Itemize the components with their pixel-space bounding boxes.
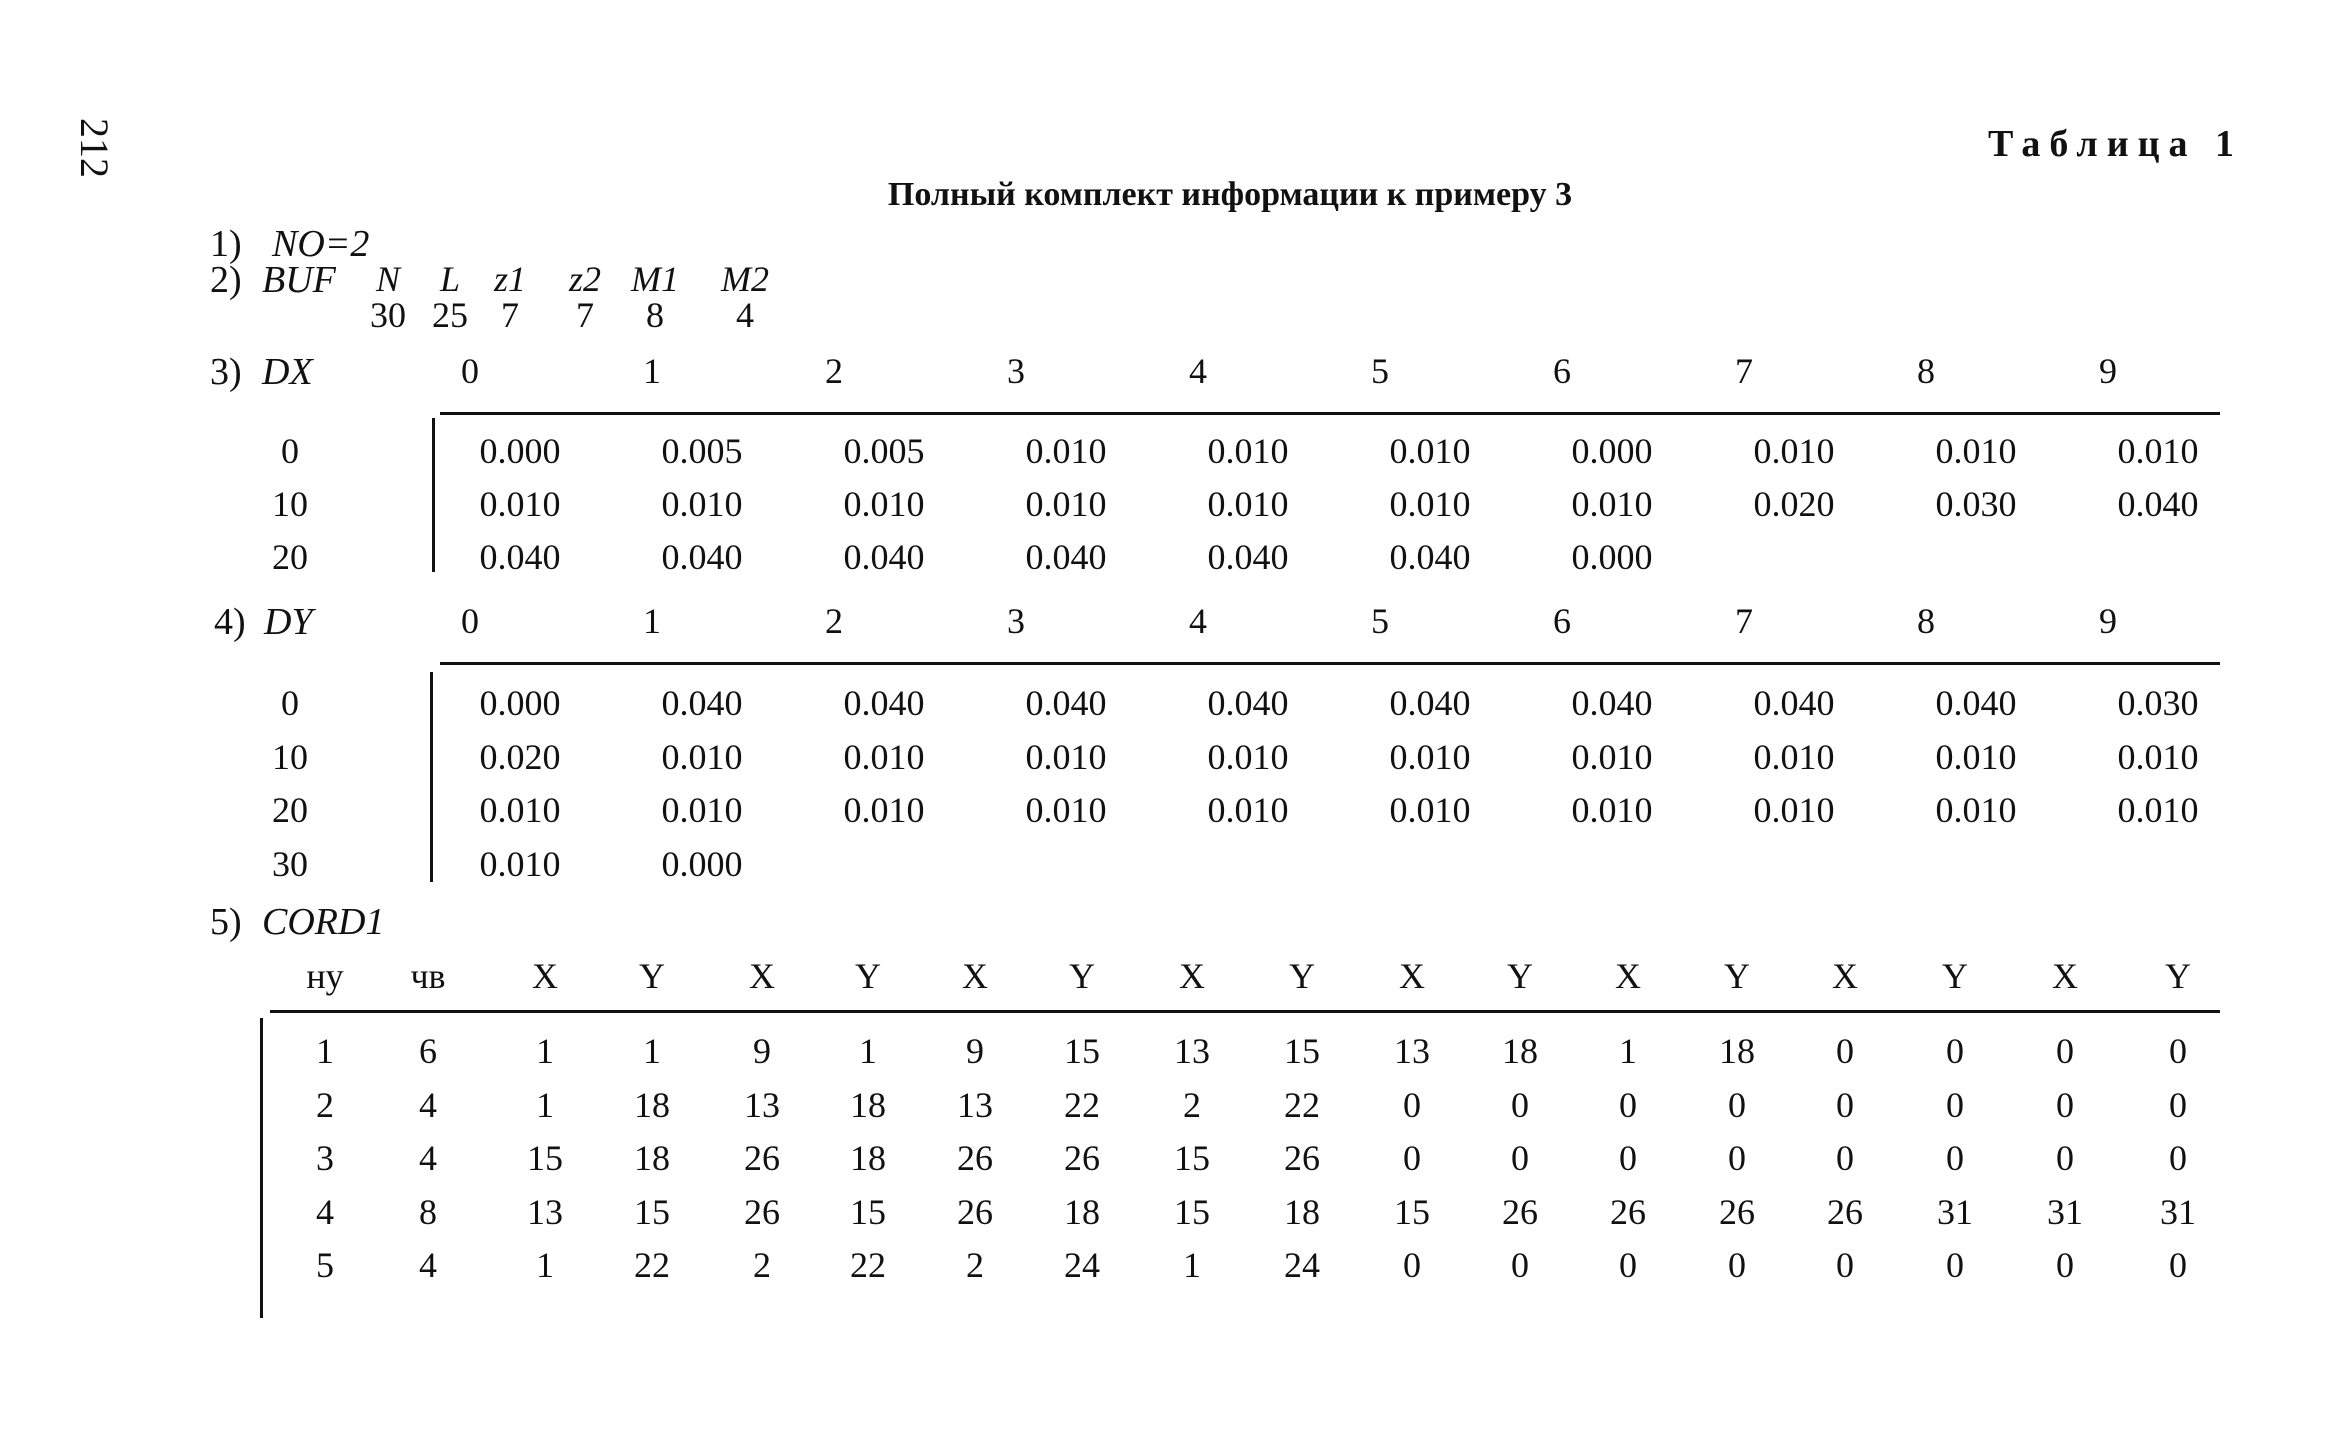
dx-cell: 0.010 <box>479 484 561 524</box>
dy-col-header-3: 3 <box>1007 601 1025 641</box>
dx-col-header-3: 3 <box>1007 351 1025 391</box>
cord-cell: 26 <box>957 1138 993 1178</box>
cord-cell: 15 <box>1174 1138 1210 1178</box>
cord-cell: 0 <box>1728 1245 1746 1285</box>
section-5-label: CORD1 <box>262 901 385 943</box>
cord-cell: 1 <box>643 1031 661 1071</box>
cord-cell: 1 <box>536 1245 554 1285</box>
section-1-number: 1) <box>210 223 242 265</box>
dx-cell: 0.000 <box>1571 537 1653 577</box>
cord-cell: 0 <box>1403 1138 1421 1178</box>
cord-cell: 0 <box>1836 1138 1854 1178</box>
cord-col-header-1: чв <box>410 956 446 996</box>
dx-cell: 0.040 <box>661 537 743 577</box>
cord-cell: 0 <box>1403 1245 1421 1285</box>
section-2-label: BUF <box>262 259 336 301</box>
cord-cell: 18 <box>850 1084 886 1125</box>
cord-cell: 0 <box>1619 1245 1637 1285</box>
cord-cell: 2 <box>966 1245 984 1285</box>
dy-header-rule <box>440 662 2220 665</box>
buf-value-4: 8 <box>646 295 664 335</box>
dx-row-label-2: 20 <box>272 537 308 577</box>
dy-cell: 0.040 <box>1207 683 1289 723</box>
buf-value-5: 4 <box>736 295 754 335</box>
dy-cell: 0.010 <box>1935 790 2017 830</box>
cord-cell: 6 <box>419 1031 437 1071</box>
cord-cell: 13 <box>527 1191 563 1232</box>
section-2-number: 2) <box>210 259 242 301</box>
dy-cell: 0.010 <box>2117 790 2199 830</box>
cord-cell: 22 <box>1064 1084 1100 1125</box>
dy-cell: 0.010 <box>1389 790 1471 830</box>
buf-header-4: M1 <box>631 259 679 299</box>
cord-cell: 1 <box>536 1084 554 1125</box>
cord-cell: 13 <box>744 1084 780 1125</box>
cord-cell: 4 <box>419 1245 437 1285</box>
dy-cell: 0.010 <box>1389 736 1471 777</box>
cord-cell: 15 <box>634 1191 670 1232</box>
cord-cell: 18 <box>634 1138 670 1178</box>
dx-col-header-0: 0 <box>461 351 479 391</box>
cord-col-header-3: Y <box>639 956 665 996</box>
cord-cell: 15 <box>1174 1191 1210 1232</box>
cord-cell: 0 <box>1946 1245 1964 1285</box>
cord-cell: 2 <box>1183 1084 1201 1125</box>
dx-cell: 0.010 <box>1389 484 1471 524</box>
cord-cell: 0 <box>2169 1084 2187 1125</box>
cord-cell: 26 <box>1284 1138 1320 1178</box>
cord-cell: 26 <box>1610 1191 1646 1232</box>
dx-cell: 0.010 <box>661 484 743 524</box>
dy-cell: 0.010 <box>1753 736 1835 777</box>
table-title: Таблица 1 <box>1987 123 2243 165</box>
dy-cell: 0.040 <box>1025 683 1107 723</box>
cord-col-header-6: X <box>962 956 988 996</box>
cord-cell: 13 <box>1174 1031 1210 1071</box>
section-3-number: 3) <box>210 351 242 393</box>
dy-cell: 0.010 <box>661 736 743 777</box>
cord-col-header-13: Y <box>1724 956 1750 996</box>
cord-cell: 13 <box>1394 1031 1430 1071</box>
dx-cell: 0.040 <box>1025 537 1107 577</box>
cord-col-header-4: X <box>749 956 775 996</box>
cord-cell: 0 <box>1728 1084 1746 1125</box>
cord-cell: 18 <box>1502 1031 1538 1071</box>
dx-cell: 0.010 <box>843 484 925 524</box>
cord-cell: 15 <box>850 1191 886 1232</box>
dy-row-label-2: 20 <box>272 790 308 830</box>
dx-row-label-1: 10 <box>272 484 308 524</box>
dy-col-header-9: 9 <box>2099 601 2117 641</box>
dx-cell: 0.040 <box>843 537 925 577</box>
cord-col-header-9: Y <box>1289 956 1315 996</box>
cord-cell: 18 <box>634 1084 670 1125</box>
dy-cell: 0.010 <box>1025 736 1107 777</box>
dy-cell: 0.010 <box>1753 790 1835 830</box>
dx-cell: 0.010 <box>1025 431 1107 471</box>
cord-cell: 0 <box>1619 1084 1637 1125</box>
dy-col-header-7: 7 <box>1735 601 1753 641</box>
dy-cell: 0.000 <box>661 843 743 884</box>
section-1-label: NO=2 <box>272 223 370 265</box>
cord-col-header-10: X <box>1399 956 1425 996</box>
cord-cell: 31 <box>2160 1191 2196 1232</box>
cord-col-header-0: ну <box>306 956 344 996</box>
cord-cell: 18 <box>1719 1031 1755 1071</box>
dx-cell: 0.010 <box>2117 431 2199 471</box>
dx-col-header-4: 4 <box>1189 351 1207 391</box>
dy-cell: 0.010 <box>843 790 925 830</box>
page-number: 212 <box>72 118 117 178</box>
dy-cell: 0.010 <box>479 790 561 830</box>
section-4-number: 4) <box>214 601 246 643</box>
dx-cell: 0.030 <box>1935 484 2017 524</box>
cord-cell: 15 <box>1284 1031 1320 1071</box>
dy-cell: 0.040 <box>843 683 925 723</box>
cord-cell: 0 <box>2169 1245 2187 1285</box>
dx-cell: 0.040 <box>1207 537 1289 577</box>
cord-cell: 13 <box>957 1084 993 1125</box>
buf-header-0: N <box>375 259 401 299</box>
cord-col-header-8: X <box>1179 956 1205 996</box>
cord-cell: 0 <box>1511 1245 1529 1285</box>
dy-cell: 0.020 <box>479 736 561 777</box>
dx-row-label-0: 0 <box>281 431 299 471</box>
cord-cell: 0 <box>1511 1138 1529 1178</box>
cord-cell: 1 <box>316 1031 334 1071</box>
dx-cell: 0.005 <box>843 431 925 471</box>
dy-row-label-3: 30 <box>272 843 308 884</box>
dx-cell: 0.010 <box>1025 484 1107 524</box>
dy-col-header-8: 8 <box>1917 601 1935 641</box>
dx-col-header-5: 5 <box>1371 351 1389 391</box>
dy-cell: 0.040 <box>1571 683 1653 723</box>
dx-cell: 0.040 <box>2117 484 2199 524</box>
dy-row-label-1: 10 <box>272 736 308 777</box>
dy-cell: 0.000 <box>479 683 561 723</box>
dx-col-header-1: 1 <box>643 351 661 391</box>
cord-cell: 0 <box>2169 1031 2187 1071</box>
buf-header-5: M2 <box>721 259 769 299</box>
cord-cell: 5 <box>316 1245 334 1285</box>
cord-cell: 9 <box>966 1031 984 1071</box>
cord-cell: 1 <box>536 1031 554 1071</box>
cord-col-header-16: X <box>2052 956 2078 996</box>
section-4-label: DY <box>264 601 313 643</box>
cord-cell: 2 <box>753 1245 771 1285</box>
cord-cell: 4 <box>419 1084 437 1125</box>
dy-cell: 0.040 <box>661 683 743 723</box>
cord-cell: 4 <box>316 1191 334 1232</box>
cord-cell: 31 <box>2047 1191 2083 1232</box>
cord-cell: 0 <box>1836 1084 1854 1125</box>
dx-cell: 0.000 <box>1571 431 1653 471</box>
cord-cell: 9 <box>753 1031 771 1071</box>
dy-cell: 0.010 <box>2117 736 2199 777</box>
cord-col-header-7: Y <box>1069 956 1095 996</box>
section-3-label: DX <box>262 351 313 393</box>
dx-col-header-8: 8 <box>1917 351 1935 391</box>
dx-cell: 0.010 <box>1935 431 2017 471</box>
cord-cell: 8 <box>419 1191 437 1232</box>
dy-cell: 0.040 <box>1753 683 1835 723</box>
buf-value-1: 25 <box>432 295 468 335</box>
cord-cell: 0 <box>1728 1138 1746 1178</box>
dx-col-header-7: 7 <box>1735 351 1753 391</box>
cord-cell: 18 <box>850 1138 886 1178</box>
cord-cell: 1 <box>1183 1245 1201 1285</box>
dy-cell: 0.010 <box>479 843 561 884</box>
dx-cell: 0.010 <box>1207 431 1289 471</box>
cord-col-header-5: Y <box>855 956 881 996</box>
cord-col-header-15: Y <box>1942 956 1968 996</box>
dx-cell: 0.000 <box>479 431 561 471</box>
dx-header-rule <box>440 412 2220 415</box>
cord-cell: 22 <box>850 1245 886 1285</box>
table-caption: Полный комплект информации к примеру 3 <box>887 176 1573 213</box>
cord-cell: 26 <box>1064 1138 1100 1178</box>
dx-col-header-9: 9 <box>2099 351 2117 391</box>
dy-cell: 0.010 <box>1571 790 1653 830</box>
cord-cell: 22 <box>1284 1084 1320 1125</box>
dy-cell: 0.010 <box>1571 736 1653 777</box>
cord-col-header-17: Y <box>2165 956 2191 996</box>
cord-cell: 26 <box>1827 1191 1863 1232</box>
dx-col-header-6: 6 <box>1553 351 1571 391</box>
cord-cell: 15 <box>527 1138 563 1178</box>
cord-cell: 0 <box>1511 1084 1529 1125</box>
cord-cell: 24 <box>1064 1245 1100 1285</box>
cord-cell: 26 <box>957 1191 993 1232</box>
cord-cell: 3 <box>316 1138 334 1178</box>
dy-col-header-1: 1 <box>643 601 661 641</box>
dx-row-rule <box>432 418 435 572</box>
cord-cell: 0 <box>2169 1138 2187 1178</box>
dy-cell: 0.010 <box>1935 736 2017 777</box>
dy-cell: 0.010 <box>661 790 743 830</box>
dx-cell: 0.010 <box>1389 431 1471 471</box>
dx-cell: 0.040 <box>479 537 561 577</box>
dy-cell: 0.010 <box>1025 790 1107 830</box>
dy-cell: 0.010 <box>843 736 925 777</box>
cord-cell: 26 <box>1502 1191 1538 1232</box>
cord-cell: 0 <box>1946 1031 1964 1071</box>
cord-col-header-14: X <box>1832 956 1858 996</box>
cord-cell: 18 <box>1064 1191 1100 1232</box>
dy-cell: 0.010 <box>1207 790 1289 830</box>
dy-cell: 0.040 <box>1389 683 1471 723</box>
dy-col-header-0: 0 <box>461 601 479 641</box>
dx-col-header-2: 2 <box>825 351 843 391</box>
cord-cell: 15 <box>1394 1191 1430 1232</box>
buf-header-3: z2 <box>568 259 602 299</box>
cord-cell: 0 <box>2056 1245 2074 1285</box>
cord-cell: 26 <box>744 1191 780 1232</box>
cord-cell: 0 <box>1946 1084 1964 1125</box>
dx-cell: 0.010 <box>1571 484 1653 524</box>
cord-cell: 0 <box>1836 1031 1854 1071</box>
cord-cell: 2 <box>316 1084 334 1125</box>
cord-cell: 26 <box>744 1138 780 1178</box>
dx-cell: 0.010 <box>1207 484 1289 524</box>
dy-col-header-4: 4 <box>1189 601 1207 641</box>
buf-value-0: 30 <box>370 295 406 335</box>
cord-col-header-2: X <box>532 956 558 996</box>
dy-cell: 0.010 <box>1207 736 1289 777</box>
cord-cell: 0 <box>1946 1138 1964 1178</box>
dx-cell: 0.020 <box>1753 484 1835 524</box>
cord-cell: 4 <box>419 1138 437 1178</box>
cord-cell: 0 <box>2056 1084 2074 1125</box>
cord-cell: 26 <box>1719 1191 1755 1232</box>
cord-header-rule <box>270 1010 2220 1013</box>
dx-cell: 0.040 <box>1389 537 1471 577</box>
buf-value-3: 7 <box>576 295 594 335</box>
cord-col-header-11: Y <box>1507 956 1533 996</box>
cord-cell: 18 <box>1284 1191 1320 1232</box>
cord-cell: 22 <box>634 1245 670 1285</box>
cord-cell: 0 <box>1619 1138 1637 1178</box>
cord-cell: 15 <box>1064 1031 1100 1071</box>
dy-col-header-2: 2 <box>825 601 843 641</box>
cord-cell: 0 <box>2056 1138 2074 1178</box>
buf-value-2: 7 <box>501 295 519 335</box>
cord-cell: 0 <box>1836 1245 1854 1285</box>
cord-col-header-12: X <box>1615 956 1641 996</box>
cord-cell: 31 <box>1937 1191 1973 1232</box>
cord-cell: 24 <box>1284 1245 1320 1285</box>
cord-row-rule <box>260 1018 263 1318</box>
dx-cell: 0.005 <box>661 431 743 471</box>
cord-cell: 0 <box>1403 1084 1421 1125</box>
dy-cell: 0.040 <box>1935 683 2017 723</box>
dx-cell: 0.010 <box>1753 431 1835 471</box>
dy-cell: 0.030 <box>2117 683 2199 723</box>
buf-header-1: L <box>439 259 461 299</box>
cord-cell: 1 <box>1619 1031 1637 1071</box>
buf-header-2: z1 <box>493 259 527 299</box>
cord-cell: 1 <box>859 1031 877 1071</box>
section-5-number: 5) <box>210 901 242 943</box>
dy-row-rule <box>430 672 433 882</box>
dy-col-header-5: 5 <box>1371 601 1389 641</box>
dy-row-label-0: 0 <box>281 683 299 723</box>
dy-col-header-6: 6 <box>1553 601 1571 641</box>
cord-cell: 0 <box>2056 1031 2074 1071</box>
